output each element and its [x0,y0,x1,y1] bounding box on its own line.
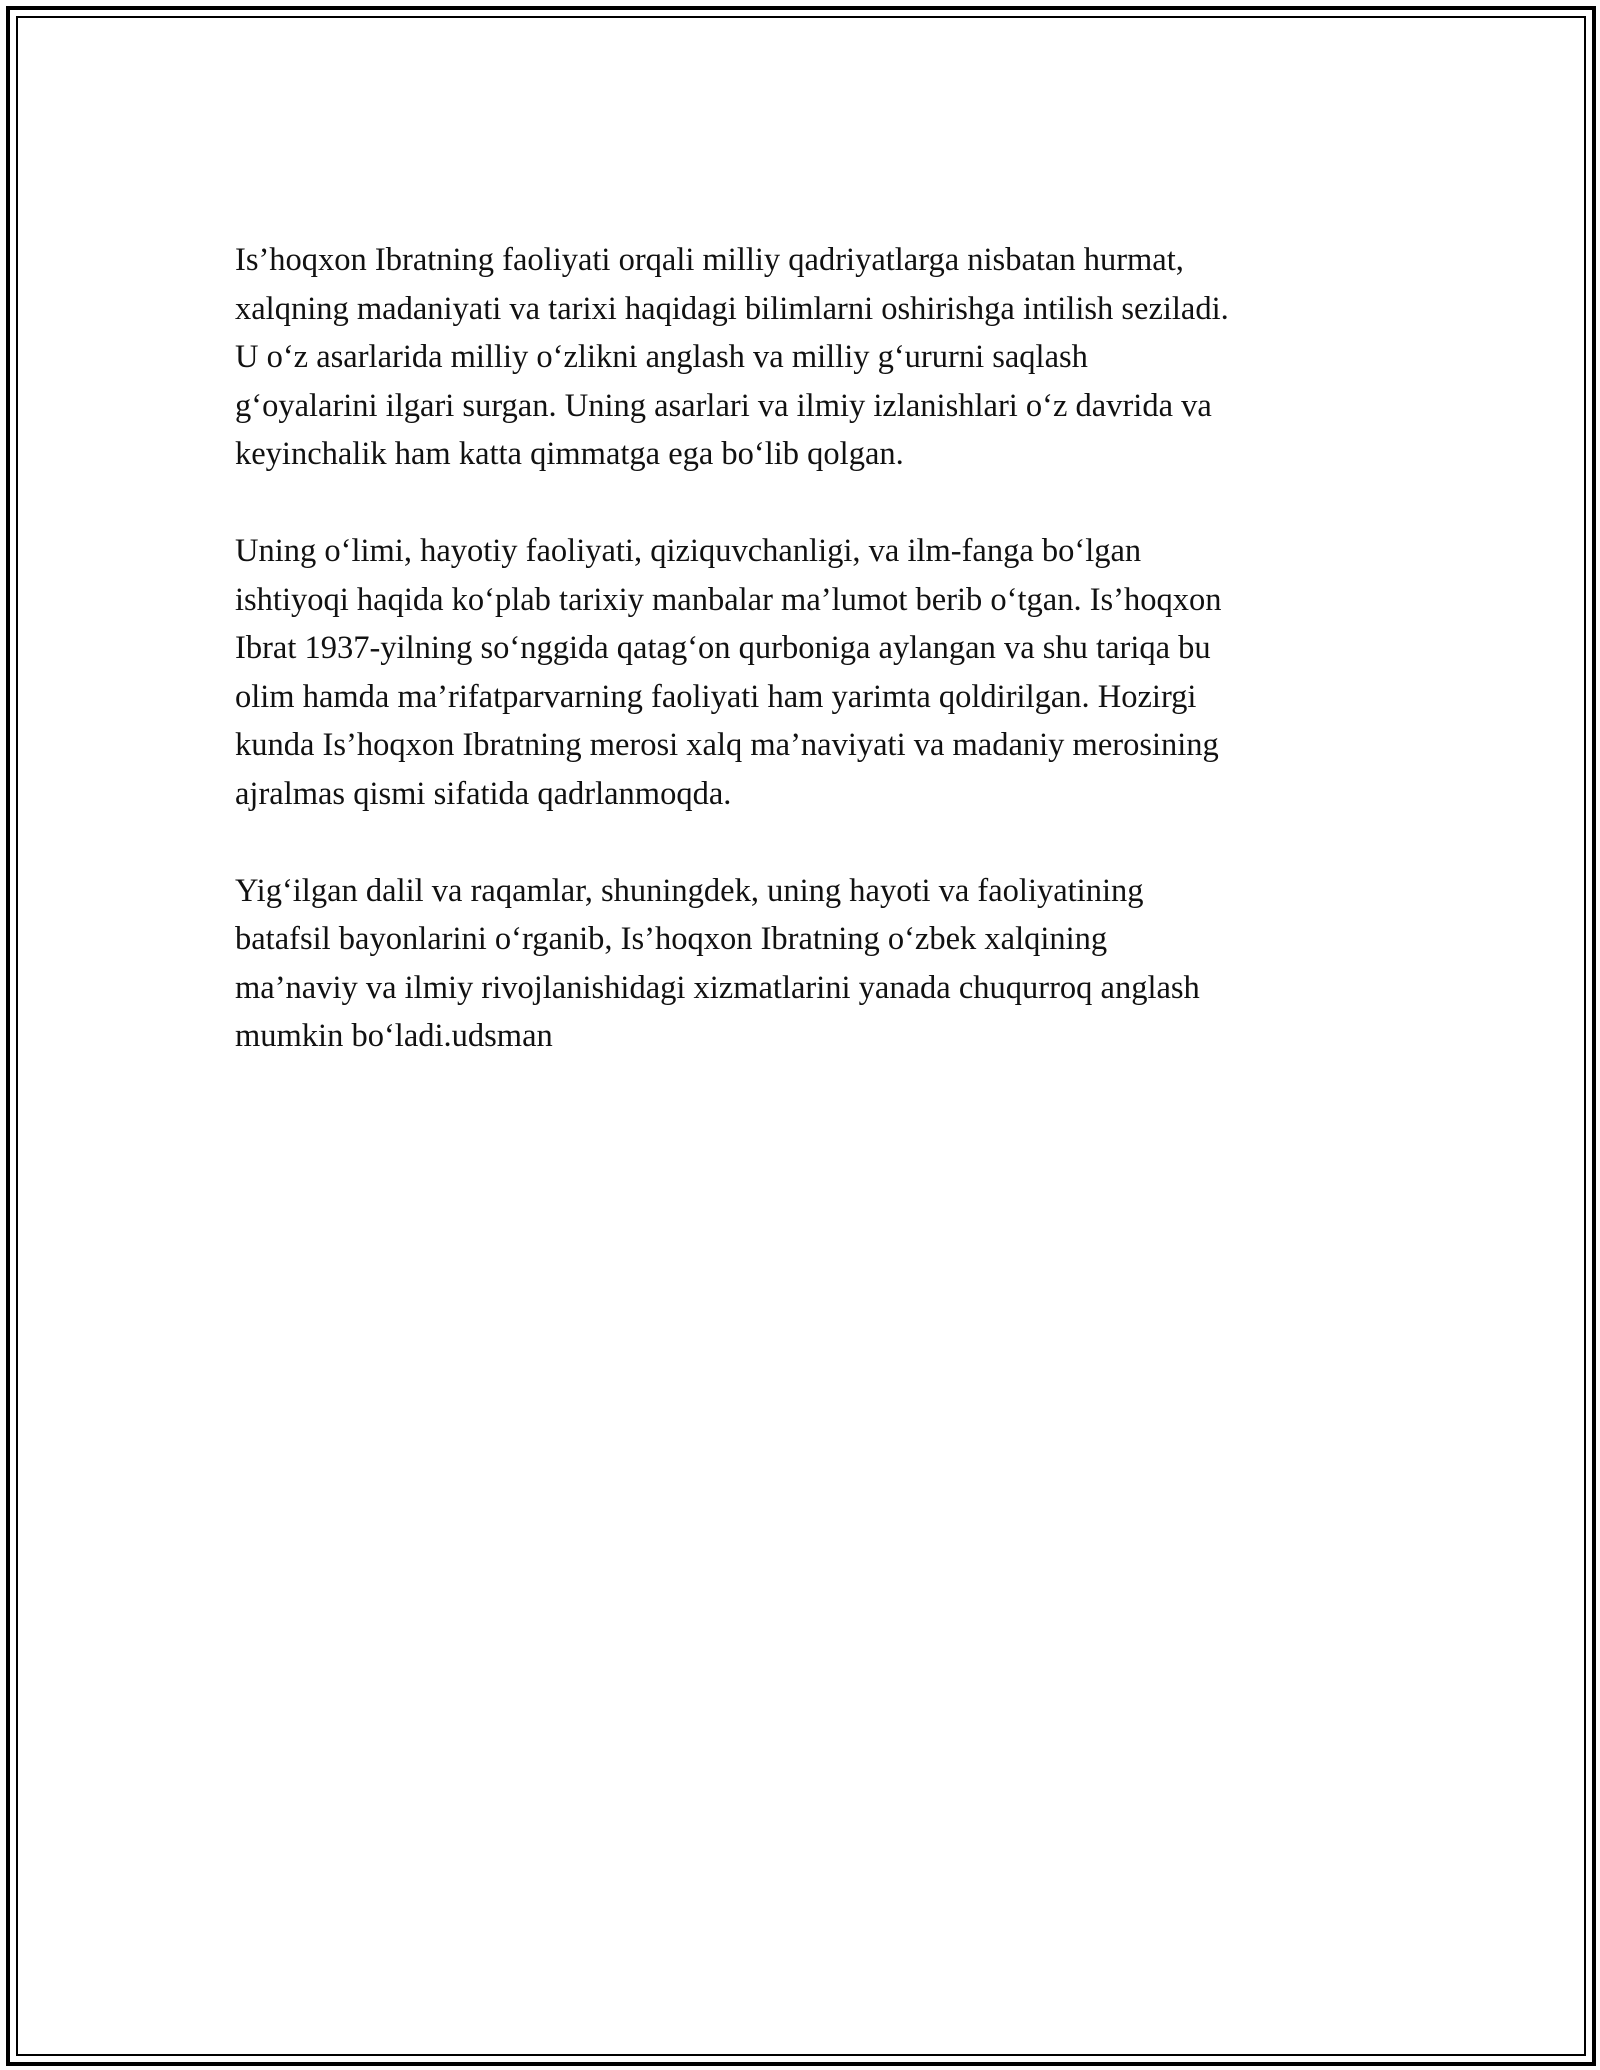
paragraph-line: keyinchalik ham katta qimmatga ega bo‘lib qolgan. [235,436,904,472]
paragraph-line: batafsil bayonlarini o‘rganib, Is’hoqxon Ibratning o‘zbek xalqining [235,921,1108,957]
paragraph-line: Yig‘ilgan dalil va raqamlar, shuningdek, uning hayoti va faoliyatining [235,872,1144,909]
paragraph-line: U o‘z asarlarida milliy o‘zlikni anglash va milliy g‘ururni saqlash [235,339,1088,375]
paragraph-line: ajralmas qismi sifatida qadrlanmoqda. [235,775,732,812]
paragraph-2 [235,527,1385,818]
paragraph-line: xalqning madaniyati va tarixi haqidagi bilimlarni oshirishga intilish seziladi. [235,290,1229,327]
paragraph-line: mumkin bo‘ladi.udsman [235,1018,553,1054]
paragraph-line: Is’hoqxon Ibratning faoliyati orqali milliy qadriyatlarga nisbatan hurmat, [235,242,1184,278]
paragraph-line: ishtiyoqi haqida ko‘plab tarixiy manbalar ma’lumot berib o‘tgan. Is’hoqxon [235,581,1222,618]
paragraph-line: g‘oyalarini ilgari surgan. Uning asarlari va ilmiy izlanishlari o‘z davrida va [235,387,1212,424]
paragraph-line: olim hamda ma’rifatparvarning faoliyati ham yarimta qoldirilgan. Hozirgi [235,678,1197,715]
paragraph-line: Ibrat 1937-yilning so‘nggida qatag‘on qurboniga aylangan va shu tariqa bu [235,630,1211,666]
paragraph-line: kunda Is’hoqxon Ibratning merosi xalq ma’naviyati va madaniy merosining [235,727,1219,763]
paragraph-3 [235,867,1385,1061]
paragraph-1 [235,236,1385,479]
document-body [235,236,1385,1109]
paragraph-line: Uning o‘limi, hayotiy faoliyati, qiziquvchanligi, va ilm-fanga bo‘lgan [235,533,1142,569]
paragraph-line: ma’naviy va ilmiy rivojlanishidagi xizmatlarini yanada chuqurroq anglash [235,969,1200,1006]
